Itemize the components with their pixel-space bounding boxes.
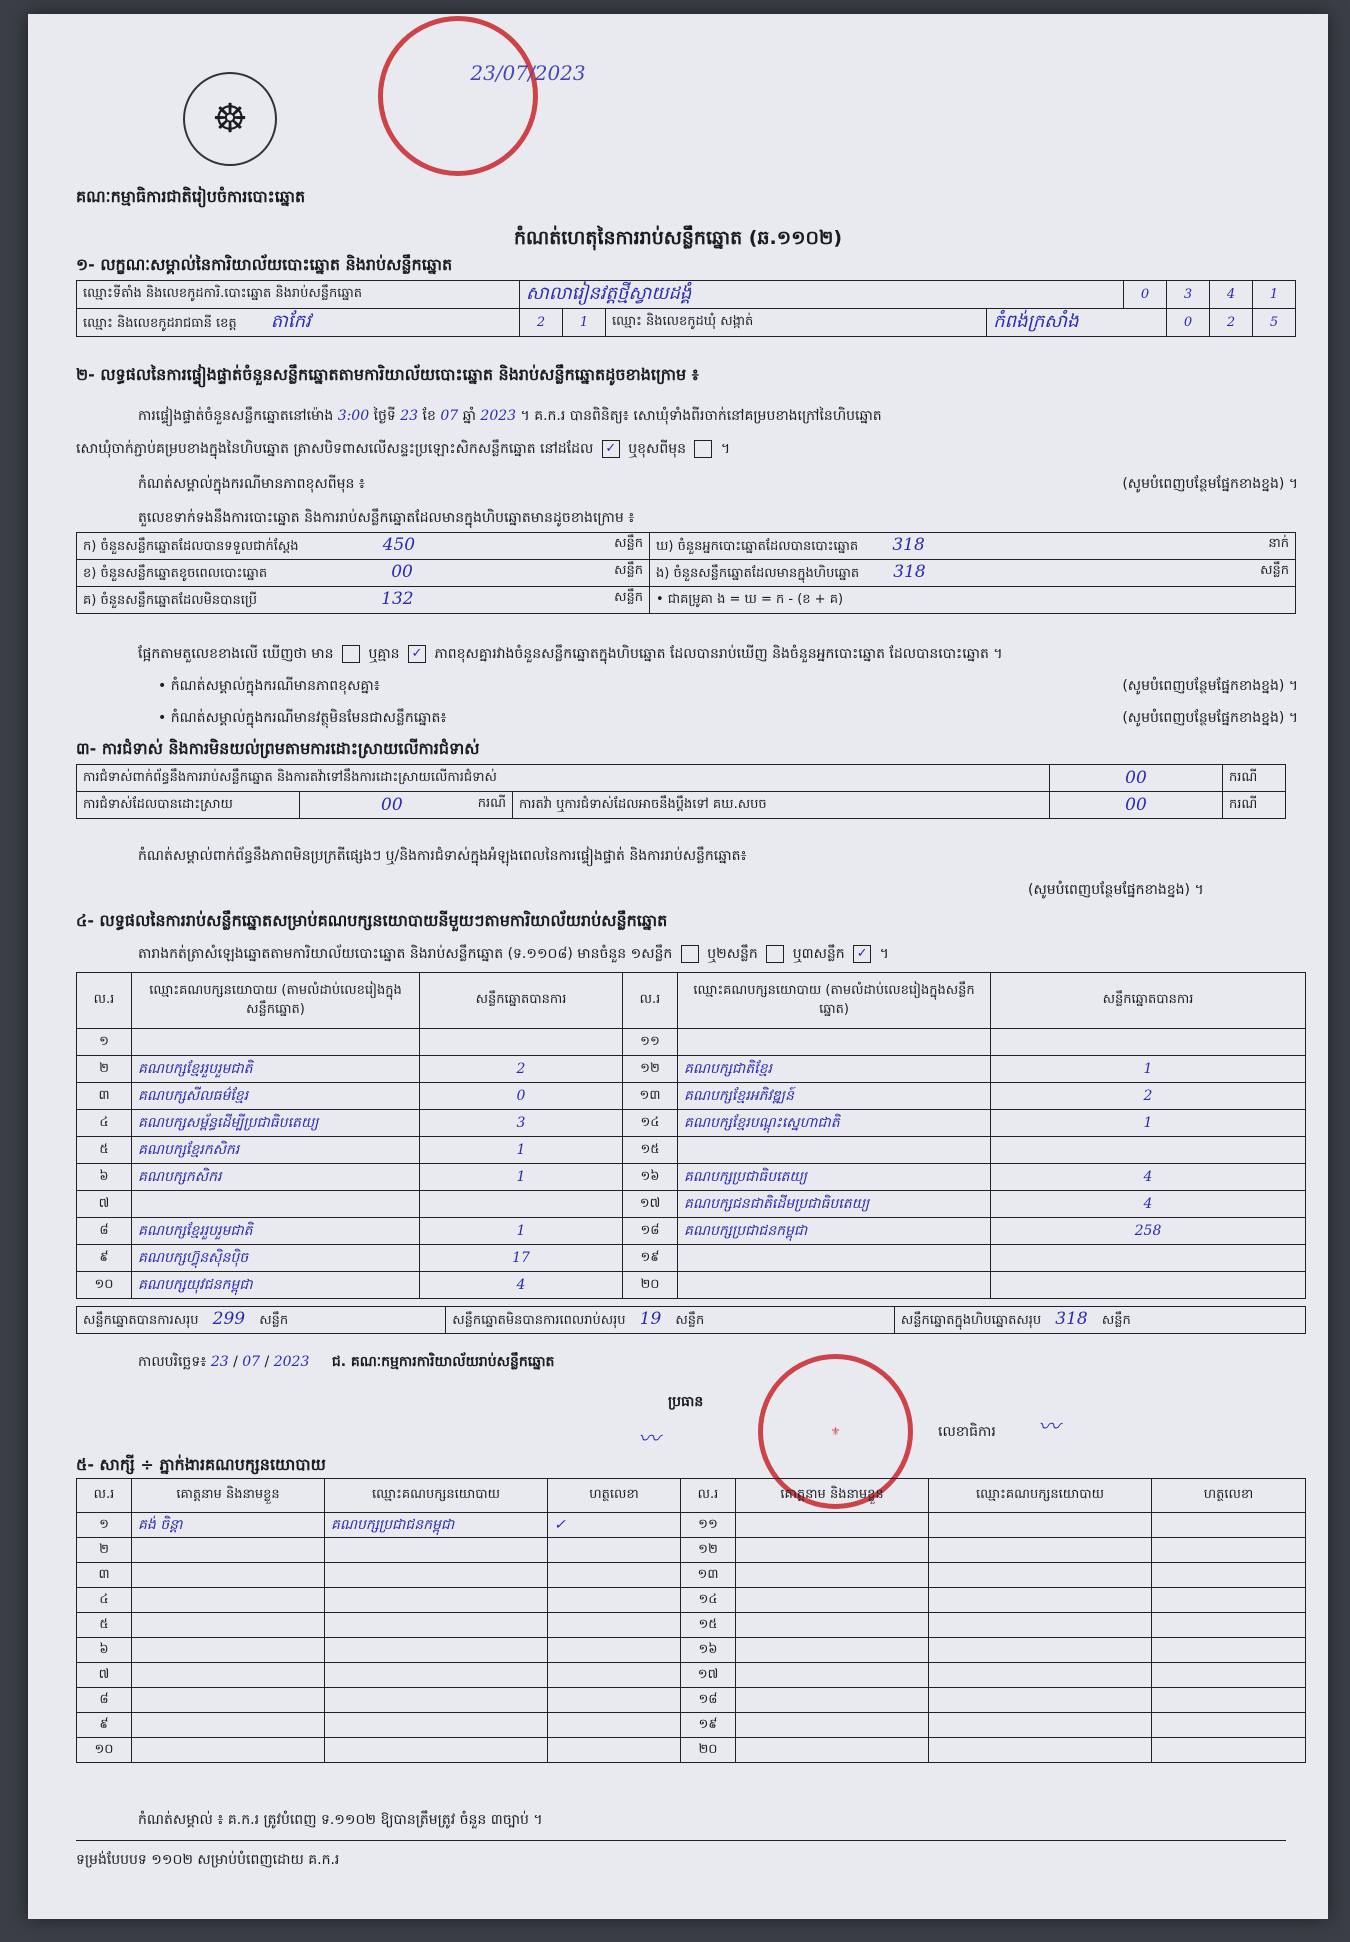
objection-count-label: ការជំទាស់ពាក់ព័ន្ធនឹងការរាប់សន្លឹកឆ្នោត និងការតវ៉ាទៅនឹងការដោះស្រាយលើការជំទាស់ — [77, 765, 1050, 792]
witness-row — [77, 1588, 1306, 1613]
province-value: តាកែវ — [270, 311, 311, 332]
witness-name — [132, 1688, 325, 1713]
witness-name — [736, 1588, 929, 1613]
figure-c: គ) ចំនួនសន្លឹកឆ្នោតដែលមិនបានប្រើ 132 សន្លឹក — [77, 587, 650, 614]
party-name: គណបក្សយុវជនកម្ពុជា — [132, 1272, 420, 1299]
witness-name — [132, 1713, 325, 1738]
witness-signature — [1152, 1588, 1306, 1613]
witness-party — [325, 1538, 548, 1563]
witness-name — [736, 1638, 929, 1663]
difference-note: កំណត់សម្គាល់ក្នុងករណីមានភាពខុសពីមុន ៖ (សូមបំពេញបន្ថែមផ្នែកខាងខ្នង) ។ — [138, 476, 1298, 492]
results-totals — [76, 1306, 1306, 1334]
vote-count — [991, 1137, 1306, 1164]
witness-signature — [1152, 1638, 1306, 1663]
row-number: ៤ — [77, 1110, 132, 1137]
verification-time: 3:00 — [337, 408, 370, 424]
commune-label: ឈ្មោះ និងលេខកូដឃុំ សង្កាត់ — [606, 309, 987, 337]
witness-signature — [1152, 1688, 1306, 1713]
witness-row — [77, 1638, 1306, 1663]
irregularity-fill-note: (សូមបំពេញបន្ថែមផ្នែកខាងខ្នង) ។ — [1028, 882, 1204, 898]
vote-count — [991, 1245, 1306, 1272]
row-number: ៥ — [77, 1137, 132, 1164]
different-checkbox[interactable] — [694, 440, 712, 458]
witness-row — [77, 1688, 1306, 1713]
witness-party — [929, 1588, 1152, 1613]
row-number: ១១ — [623, 1029, 678, 1056]
party-name: គណបក្សខ្មែរកសិករ — [132, 1137, 420, 1164]
official-seal-bottom: ⚜ — [758, 1354, 913, 1509]
witness-party — [929, 1538, 1152, 1563]
witness-party — [325, 1563, 548, 1588]
footnote: កំណត់សម្គាល់ ៖ គ.ក.រ ត្រូវបំពេញ ទ.១១០២ ឱ្យបានត្រឹមត្រូវ ចំនួន ៣ច្បាប់ ។ — [138, 1812, 543, 1828]
ballot-count-form — [28, 14, 1328, 1919]
witness-party — [929, 1513, 1152, 1538]
row-number: ៦ — [77, 1638, 132, 1663]
office-code-3: 4 — [1210, 281, 1253, 309]
party-col-header: ឈ្មោះគណបក្សនយោបាយ (តាមលំដាប់លេខរៀងក្នុងសន្លឹកឆ្នោត) — [132, 973, 420, 1029]
results-row — [77, 1110, 1306, 1137]
row-number: ៩ — [77, 1245, 132, 1272]
witness-party — [929, 1713, 1152, 1738]
results-row — [77, 1137, 1306, 1164]
office-code-2: 3 — [1167, 281, 1210, 309]
row-number: ២០ — [623, 1272, 678, 1299]
party-name: គណបក្សប្រជាធិបតេយ្យ — [678, 1164, 991, 1191]
witness-table: ល.រ គោត្តនាម និងនាមខ្លួន ឈ្មោះគណបក្សនយោបាយ ហត្ថលេខា ល.រ គោត្តនាម និងនាមខ្លួន ឈ្មោះគណបក្សនយោបាយ ហត្ថលេខា ១ គង់ ចិន្តា គណបក្សប្រជាជនកម្ពុជា ✓ ១១ ២ ១២ ៣ ១៣ ៤ ១៤ ៥ ១៥ ៦ ១៦ ៧ ១៧ ៨ ១៨ ៩ ១៩ ១០ ២០ — [76, 1478, 1306, 1763]
resolved-count: 00 ករណី — [300, 792, 513, 819]
row-number: ១ — [77, 1513, 132, 1538]
commune-code-1: 0 — [1167, 309, 1210, 337]
results-row — [77, 1056, 1306, 1083]
row-number: ១៥ — [681, 1613, 736, 1638]
province-label: ឈ្មោះ និងលេខកូដរាជធានី ខេត្ត តាកែវ — [77, 309, 520, 337]
row-number: ៤ — [77, 1588, 132, 1613]
party-name: គណបក្សសីលធម៌ខ្មែរ — [132, 1083, 420, 1110]
witness-signature — [548, 1638, 681, 1663]
party-name — [678, 1272, 991, 1299]
verification-month: 07 — [440, 408, 459, 424]
witness-party — [325, 1738, 548, 1763]
witness-signature — [548, 1713, 681, 1738]
results-row — [77, 1218, 1306, 1245]
section3-title: ៣- ការជំទាស់ និងការមិនយល់ព្រមតាមការដោះស្រាយលើការជំទាស់ — [76, 739, 480, 758]
figures-intro: តួលេខទាក់ទងនឹងការបោះឆ្នោត និងការរាប់សន្លឹកឆ្នោតដែលមានក្នុងហិបឆ្នោតមានដូចខាងក្រោម ៖ — [138, 510, 635, 526]
witness-signature — [1152, 1663, 1306, 1688]
province-code-2: 1 — [563, 309, 606, 337]
row-number: ៧ — [77, 1663, 132, 1688]
compare-line: ផ្អែកតាមតួលេខខាងលើ ឃើញថា មាន ឬគ្មាន ✓ ភាពខុសគ្នារវាងចំនួនសន្លឹកឆ្នោតក្នុងហិបឆ្នោត ដែលបានរាប់ឃើញ និងចំនួនអ្នកបោះឆ្នោត ដែលបានបោះឆ្នោត ។ — [138, 646, 1003, 662]
vote-count: 2 — [420, 1056, 623, 1083]
stamp-date: 23/07/2023 — [470, 61, 586, 85]
section5-title: ៥- សាក្សី ÷ ភ្នាក់ងារគណបក្សនយោបាយ — [76, 1455, 326, 1474]
witness-signature — [1152, 1738, 1306, 1763]
vote-count — [420, 1029, 623, 1056]
row-number: ១៩ — [623, 1245, 678, 1272]
witness-name — [132, 1638, 325, 1663]
row-number: ១៦ — [623, 1164, 678, 1191]
witness-party — [325, 1713, 548, 1738]
vote-count: 1 — [991, 1110, 1306, 1137]
row-number: ៩ — [77, 1713, 132, 1738]
witness-signature — [548, 1738, 681, 1763]
results-row — [77, 1245, 1306, 1272]
row-number: ៣ — [77, 1563, 132, 1588]
vote-count: 17 — [420, 1245, 623, 1272]
witness-name — [736, 1663, 929, 1688]
vote-count — [991, 1272, 1306, 1299]
section1-title: ១- លក្ខណៈសម្គាល់នៃការិយាល័យបោះឆ្នោត និងរាប់សន្លឹកឆ្នោត — [76, 255, 453, 274]
row-number: ២០ — [681, 1738, 736, 1763]
row-number: ១៧ — [623, 1191, 678, 1218]
witness-signature — [548, 1663, 681, 1688]
witness-party — [929, 1738, 1152, 1763]
witness-name — [736, 1713, 929, 1738]
witness-row — [77, 1663, 1306, 1688]
appeal-label: ការតវ៉ា ឬការជំទាស់ដែលអាចនឹងប្តឹងទៅ គឃ.សបច — [513, 792, 1050, 819]
party-name: គណបក្សខ្មែររួបរួមជាតិ — [132, 1056, 420, 1083]
figure-e: ង) ចំនួនសន្លឹកឆ្នោតដែលមានក្នុងហិបឆ្នោត 318 សន្លឹក — [650, 560, 1296, 587]
figure-d: ឃ) ចំនួនអ្នកបោះឆ្នោតដែលបានបោះឆ្នោត 318 នាក់ — [650, 533, 1296, 560]
witness-party — [325, 1688, 548, 1713]
row-number: ១២ — [681, 1538, 736, 1563]
results-row — [77, 1083, 1306, 1110]
results-row — [77, 1272, 1306, 1299]
party-name — [678, 1029, 991, 1056]
figures-table — [76, 532, 1296, 614]
witness-name — [736, 1513, 929, 1538]
vote-count: 3 — [420, 1110, 623, 1137]
witness-name — [736, 1563, 929, 1588]
party-name: គណបក្សខ្មែររួបរួមជាតិ — [132, 1218, 420, 1245]
objection-count: 00 — [1050, 765, 1223, 792]
party-name — [132, 1191, 420, 1218]
office-value: សាលារៀនវត្តថ្មីស្វាយដង្គំ — [520, 281, 1124, 309]
row-number: ១៣ — [623, 1083, 678, 1110]
witness-name — [132, 1613, 325, 1638]
witness-name — [132, 1663, 325, 1688]
witness-name — [132, 1588, 325, 1613]
office-code-4: 1 — [1253, 281, 1296, 309]
row-number: ១៣ — [681, 1563, 736, 1588]
witness-row — [77, 1513, 1306, 1538]
vote-count — [420, 1191, 623, 1218]
one-sheet-checkbox[interactable] — [681, 945, 699, 963]
witness-row — [77, 1738, 1306, 1763]
witness-party — [929, 1638, 1152, 1663]
appeal-count: 00 — [1050, 792, 1223, 819]
total-valid: សន្លឹកឆ្នោតបានការសរុប 299 សន្លឹក — [77, 1307, 446, 1334]
official-seal-top — [378, 16, 586, 176]
row-number: ១២ — [623, 1056, 678, 1083]
vote-count: 1 — [420, 1164, 623, 1191]
vote-count: 4 — [991, 1164, 1306, 1191]
verification-year: 2023 — [480, 408, 517, 424]
row-number: ៣ — [77, 1083, 132, 1110]
chair-signature: 〰 — [638, 1427, 661, 1452]
witness-party — [325, 1613, 548, 1638]
bullet-difference: • កំណត់សម្គាល់ក្នុងករណីមានភាពខុសគ្នា៖ (សូមបំពេញបន្ថែមផ្នែកខាងខ្នង) ។ — [158, 678, 1298, 694]
row-number: ២ — [77, 1538, 132, 1563]
bullet-foreign-objects: • កំណត់សម្គាល់ក្នុងករណីមានវត្ថុមិនមែនជាសន្លឹកឆ្នោត៖ (សូមបំពេញបន្ថែមផ្នែកខាងខ្នង) ។ — [158, 710, 1298, 726]
witness-name: គង់ ចិន្តា — [132, 1513, 325, 1538]
witness-signature — [548, 1613, 681, 1638]
organization-name: គណៈកម្មាធិការជាតិរៀបចំការបោះឆ្នោត — [76, 187, 306, 206]
row-number: ១៦ — [681, 1638, 736, 1663]
same-checkbox[interactable]: ✓ — [602, 440, 620, 458]
row-number: ៧ — [77, 1191, 132, 1218]
row-number: ៥ — [77, 1613, 132, 1638]
vote-count: 4 — [991, 1191, 1306, 1218]
witness-party: គណបក្សប្រជាជនកម្ពុជា — [325, 1513, 548, 1538]
row-number: ១៩ — [681, 1713, 736, 1738]
party-name: គណបក្សហ៊្វុនស៊ិនប៉ិច — [132, 1245, 420, 1272]
witness-signature — [1152, 1513, 1306, 1538]
party-name: គណបក្សខ្មែរអភិវឌ្ឍន៍ — [678, 1083, 991, 1110]
vote-count: 2 — [991, 1083, 1306, 1110]
date-line: កាលបរិច្ឆេទ៖ 23 / 07 / 2023 ជ. គណៈកម្មការការិយាល័យរាប់សន្លឹកឆ្នោត — [138, 1354, 555, 1370]
witness-signature — [548, 1588, 681, 1613]
has-difference-checkbox[interactable] — [342, 645, 360, 663]
verification-line2: សោឃុំចាក់ភ្ជាប់គម្របខាងក្នុងនៃហិបឆ្នោត ត្រាសបិទពាសលើសន្ទះប្រឡោះសិកសន្លឹកឆ្នោត នៅដដែល ✓ ឬខុសពីមុន ។ — [76, 441, 731, 457]
witness-row — [77, 1538, 1306, 1563]
commune-code-3: 5 — [1253, 309, 1296, 337]
witness-row — [77, 1563, 1306, 1588]
resolved-label: ការជំទាស់ដែលបានដោះស្រាយ — [77, 792, 300, 819]
party-name: គណបក្សសម្ព័ន្ធដើម្បីប្រជាធិបតេយ្យ — [132, 1110, 420, 1137]
row-number: ១៧ — [681, 1663, 736, 1688]
witness-name — [132, 1538, 325, 1563]
results-table: ល.រ ឈ្មោះគណបក្សនយោបាយ (តាមលំដាប់លេខរៀងក្នុងសន្លឹកឆ្នោត) សន្លឹកឆ្នោតបានការ ល.រ ឈ្មោះគណបក្សនយោបាយ (តាមលំដាប់លេខរៀងក្នុងសន្លឹកឆ្នោត) សន្លឹកឆ្នោតបានការ ១ ១១ ២ គណបក្សខ្មែររួបរួមជាតិ 2 ១២ គណបក្សជាតិខ្មែរ 1 ៣ គណបក្សសីលធម៌ខ្មែរ 0 ១៣ គណបក្សខ្មែរអភិវឌ្ឍន៍ 2 ៤ គណបក្សសម្ព័ន្ធដើម្បីប្រជាធិបតេយ្យ 3 ១៤ គណបក្សខ្មែរបណ្តុះស្នេហាជាតិ 1 ៥ គណបក្សខ្មែរកសិករ 1 ១៥ ៦ គណបក្សកសិករ 1 ១៦ គណបក្សប្រជាធិបតេយ្យ 4 ៧ ១៧ គណបក្សជនជាតិដើមប្រជាធិបតេយ្យ 4 ៨ គណបក្សខ្មែររួបរួមជាតិ 1 ១៨ គណបក្សប្រជាជនកម្ពុជា 258 ៩ គណបក្សហ៊្វុនស៊ិនប៉ិច 17 ១៩ ១០ គណបក្សយុវជនកម្ពុជា 4 ២០ — [76, 972, 1306, 1299]
office-code-1: 0 — [1124, 281, 1167, 309]
footer-divider — [76, 1840, 1286, 1841]
vote-count: 1 — [420, 1218, 623, 1245]
party-name: គណបក្សប្រជាជនកម្ពុជា — [678, 1218, 991, 1245]
party-name — [678, 1245, 991, 1272]
witness-row — [77, 1613, 1306, 1638]
witness-signature — [1152, 1563, 1306, 1588]
witness-name — [736, 1613, 929, 1638]
witness-signature — [548, 1688, 681, 1713]
row-number: ១៨ — [623, 1218, 678, 1245]
row-number: ១១ — [681, 1513, 736, 1538]
witness-party — [929, 1663, 1152, 1688]
national-emblem-icon: ☸ — [183, 72, 277, 166]
vote-count: 258 — [991, 1218, 1306, 1245]
vote-count: 1 — [420, 1137, 623, 1164]
witness-row — [77, 1713, 1306, 1738]
chair-label: ប្រធាន — [668, 1394, 704, 1410]
province-code-1: 2 — [520, 309, 563, 337]
vote-count: 1 — [991, 1056, 1306, 1083]
row-number: ៦ — [77, 1164, 132, 1191]
witness-signature: ✓ — [548, 1513, 681, 1538]
row-number: ១៥ — [623, 1137, 678, 1164]
secretary-signature: 〰 — [1038, 1415, 1061, 1440]
witness-signature — [1152, 1713, 1306, 1738]
formula: • ជាគម្រូគា ង = ឃ = ក - (ខ + គ) — [650, 587, 1296, 614]
witness-signature — [1152, 1613, 1306, 1638]
results-row — [77, 1191, 1306, 1218]
office-label: ឈ្មោះទីតាំង និងលេខកូដការិ.បោះឆ្នោត និងរាប់សន្លឹកឆ្នោត — [77, 281, 520, 309]
total-invalid: សន្លឹកឆ្នោតមិនបានការពេលរាប់សរុប 19 សន្លឹក — [446, 1307, 895, 1334]
vote-count: 0 — [420, 1083, 623, 1110]
party-name — [678, 1137, 991, 1164]
row-number: ៨ — [77, 1218, 132, 1245]
verification-line1: ការផ្ទៀងផ្ទាត់ចំនួនសន្លឹកឆ្នោតនៅម៉ោង 3:00 ថ្ងៃទី 23 ខែ 07 ឆ្នាំ 2023 ។ គ.ក.រ បានពិនិត្យ៖ សោឃុំទាំងពីរចាក់នៅគម្របខាងក្រៅនៃហិបឆ្នោត — [138, 408, 882, 424]
party-name — [132, 1029, 420, 1056]
party-name: គណបក្សកសិករ — [132, 1164, 420, 1191]
row-number: ៨ — [77, 1688, 132, 1713]
witness-party — [929, 1563, 1152, 1588]
witness-name — [132, 1738, 325, 1763]
tally-sheet-line: តារាងកត់ត្រាសំឡេងឆ្នោតតាមការិយាល័យបោះឆ្នោត និងរាប់សន្លឹកឆ្នោត (ទ.១១០៨) មានចំនួន ១សន្លឹក ឬ២សន្លឹក ឬ៣សន្លឹក ✓ ។ — [138, 946, 889, 962]
verification-day: 23 — [400, 408, 419, 424]
witness-party — [325, 1588, 548, 1613]
commune-value: កំពង់ក្រសាំង — [987, 309, 1167, 337]
figure-a: ក) ចំនួនសន្លឹកឆ្នោតដែលបានទទួលជាក់ស្តែង 450 សន្លឹក — [77, 533, 650, 560]
vote-count: 4 — [420, 1272, 623, 1299]
witness-signature — [1152, 1538, 1306, 1563]
row-number: ១៨ — [681, 1688, 736, 1713]
three-sheet-checkbox[interactable]: ✓ — [853, 945, 871, 963]
row-number: ១៤ — [681, 1588, 736, 1613]
two-sheet-checkbox[interactable] — [766, 945, 784, 963]
witness-party — [929, 1613, 1152, 1638]
party-name: គណបក្សជាតិខ្មែរ — [678, 1056, 991, 1083]
row-number: ១០ — [77, 1272, 132, 1299]
row-number: ១៤ — [623, 1110, 678, 1137]
witness-name — [132, 1563, 325, 1588]
no-difference-checkbox[interactable]: ✓ — [408, 645, 426, 663]
witness-name — [736, 1738, 929, 1763]
form-title: កំណត់ហេតុនៃការរាប់សន្លឹកឆ្នោត (ឆ.១១០២) — [513, 227, 843, 249]
section4-title: ៤- លទ្ធផលនៃការរាប់សន្លឹកឆ្នោតសម្រាប់គណបក្សនយោបាយនីមួយៗតាមការិយាល័យរាប់សន្លឹកឆ្នោត — [76, 911, 668, 930]
commune-code-2: 2 — [1210, 309, 1253, 337]
witness-party — [325, 1663, 548, 1688]
row-number: ១០ — [77, 1738, 132, 1763]
witness-name — [736, 1688, 929, 1713]
party-name: គណបក្សខ្មែរបណ្តុះស្នេហាជាតិ — [678, 1110, 991, 1137]
row-number: ២ — [77, 1056, 132, 1083]
results-row — [77, 1029, 1306, 1056]
irregularity-note: កំណត់សម្គាល់ពាក់ព័ន្ធនឹងភាពមិនប្រក្រតីផ្សេងៗ ឬ/និងការជំទាស់ក្នុងអំឡុងពេលនៃការផ្ទៀងផ្ទាត់ និងការរាប់សន្លឹកឆ្នោត៖ — [138, 848, 747, 864]
total-in-box: សន្លឹកឆ្នោតក្នុងហិបឆ្នោតសរុប 318 សន្លឹក — [894, 1307, 1305, 1334]
section1-table — [76, 280, 1296, 337]
witness-signature — [548, 1563, 681, 1588]
witness-signature — [548, 1538, 681, 1563]
witness-party — [929, 1688, 1152, 1713]
figure-b: ខ) ចំនួនសន្លឹកឆ្នោតខូចពេលបោះឆ្នោត 00 សន្លឹក — [77, 560, 650, 587]
party-name: គណបក្សជនជាតិដើមប្រជាធិបតេយ្យ — [678, 1191, 991, 1218]
vote-count — [991, 1029, 1306, 1056]
form-note: ទម្រង់បែបបទ ១១០២ សម្រាប់បំពេញដោយ គ.ក.រ — [76, 1852, 340, 1868]
secretary-label: លេខាធិការ — [938, 1424, 996, 1440]
section2-title: ២- លទ្ធផលនៃការផ្ទៀងផ្ទាត់ចំនួនសន្លឹកឆ្នោតតាមការិយាល័យបោះឆ្នោត និងរាប់សន្លឹកឆ្នោតដូចខាងក្រោម ៖ — [76, 365, 699, 384]
row-number: ១ — [77, 1029, 132, 1056]
results-row — [77, 1164, 1306, 1191]
witness-name — [736, 1538, 929, 1563]
witness-party — [325, 1638, 548, 1663]
objections-table: ការជំទាស់ពាក់ព័ន្ធនឹងការរាប់សន្លឹកឆ្នោត និងការតវ៉ាទៅនឹងការដោះស្រាយលើការជំទាស់ 00 ករណី ការជំទាស់ដែលបានដោះស្រាយ 00 ករណី ការតវ៉ា ឬការជំទាស់ដែលអាចនឹងប្តឹងទៅ គឃ.សបច 00 ករណី — [76, 764, 1286, 819]
